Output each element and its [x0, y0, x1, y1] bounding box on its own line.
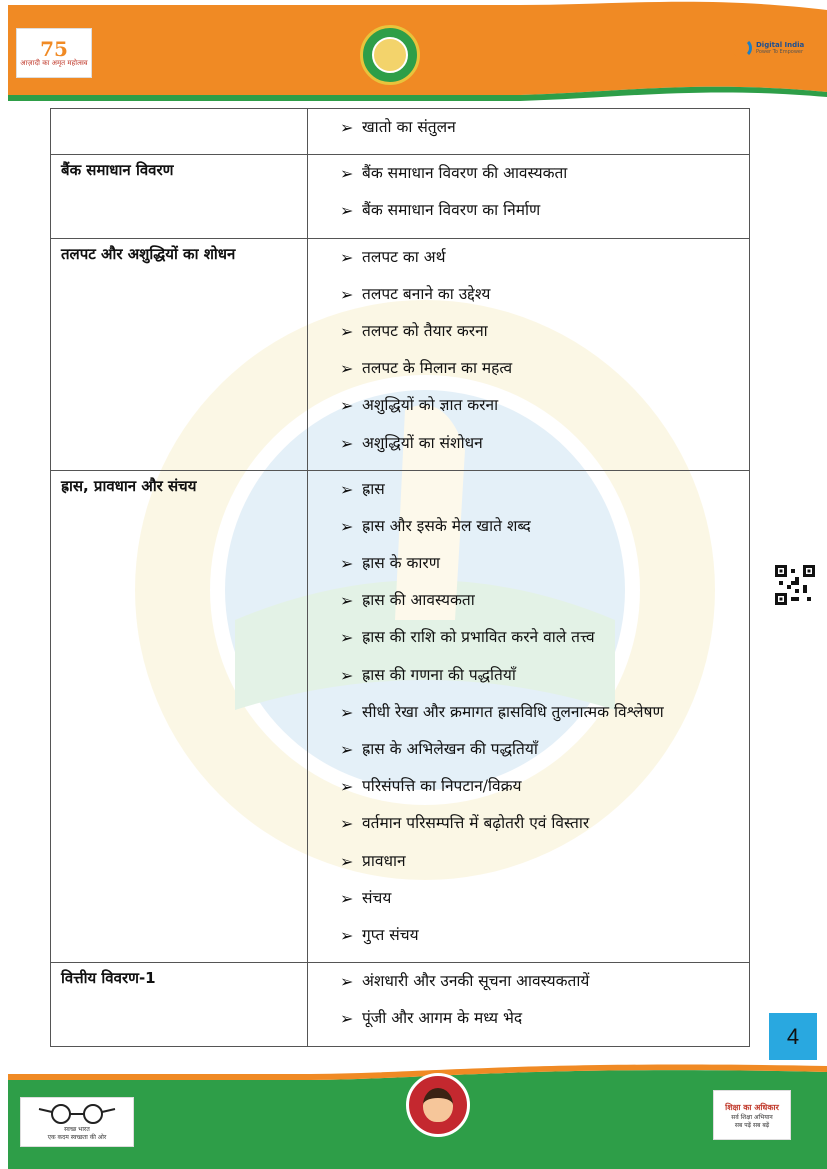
list-item: ➢ तलपट को तैयार करना: [340, 317, 749, 354]
arrow-bullet-icon: ➢: [340, 359, 354, 379]
subtopics-cell: [308, 238, 750, 470]
table-row: [51, 155, 750, 238]
list-item: ➢ तलपट के मिलान का महत्व: [340, 354, 749, 391]
subtopics-cell: [308, 470, 750, 962]
arrow-bullet-icon: ➢: [340, 702, 354, 722]
topic-cell: ह्रास, प्रावधान और संचय: [51, 470, 308, 962]
list-item: ➢ संचय: [340, 884, 749, 921]
arrow-bullet-icon: ➢: [340, 851, 354, 871]
qr-code-icon[interactable]: [775, 565, 815, 605]
arrow-bullet-icon: ➢: [340, 396, 354, 416]
list-item: ➢ ह्रास के अभिलेखन की पद्धतियाँ: [340, 735, 749, 772]
list-item: ➢ ह्रास के कारण: [340, 549, 749, 586]
list-item: ➢ बैंक समाधान विवरण का निर्माण: [340, 196, 749, 233]
table-row: [51, 238, 750, 470]
list-item: ➢ वर्तमान परिसम्पत्ति में बढ़ोतरी एवं विस्तार: [340, 809, 749, 846]
arrow-bullet-icon: ➢: [340, 972, 354, 992]
topic-cell: तलपट और अशुद्धियों का शोधन: [51, 238, 308, 470]
list-item: ➢ सीधी रेखा और क्रमागत ह्रासविधि तुलनात्मक विश्लेषण: [340, 698, 749, 735]
subtopics-cell: [308, 109, 750, 155]
list-item: ➢ ह्रास की राशि को प्रभावित करने वाले तत्त्व: [340, 623, 749, 660]
syllabus-table: [50, 108, 750, 1047]
arrow-bullet-icon: ➢: [340, 591, 354, 611]
table-row: [51, 963, 750, 1046]
right-to-education-logo: शिक्षा का अधिकार सर्व शिक्षा अभियान सब पढ़ें सब बढ़ें: [713, 1090, 791, 1140]
page-number: 4: [769, 1013, 817, 1060]
topic-cell: [51, 109, 308, 155]
list-item: ➢ ह्रास: [340, 475, 749, 512]
table-row: [51, 470, 750, 962]
swachh-bharat-logo: स्वच्छ भारत एक कदम स्वच्छता की ओर: [20, 1097, 134, 1147]
arrow-bullet-icon: ➢: [340, 814, 354, 834]
arrow-bullet-icon: ➢: [340, 479, 354, 499]
arrow-bullet-icon: ➢: [340, 247, 354, 267]
list-item: ➢ बैंक समाधान विवरण की आवस्यकता: [340, 159, 749, 196]
arrow-bullet-icon: ➢: [340, 201, 354, 221]
arrow-bullet-icon: ➢: [340, 284, 354, 304]
subtopics-cell: [308, 963, 750, 1046]
list-item: ➢ प्रावधान: [340, 847, 749, 884]
arrow-bullet-icon: ➢: [340, 118, 354, 137]
arrow-bullet-icon: ➢: [340, 164, 354, 184]
azadi-ka-amrit-mahotsav-logo: 75 आज़ादी का अमृत महोत्सव: [16, 28, 92, 78]
list-item: ➢ अशुद्धियों को ज्ञात करना: [340, 391, 749, 428]
arrow-bullet-icon: ➢: [340, 888, 354, 908]
list-item: ➢ पूंजी और आगम के मध्य भेद: [340, 1004, 749, 1041]
list-item: ➢ ह्रास और इसके मेल खाते शब्द: [340, 512, 749, 549]
arrow-bullet-icon: ➢: [340, 516, 354, 536]
topic-cell: वित्तीय विवरण-1: [51, 963, 308, 1046]
table-row: [51, 109, 750, 155]
list-item: ➢ अंशधारी और उनकी सूचना आवस्यकतायें: [340, 967, 749, 1004]
digital-india-ring-icon: [732, 38, 752, 58]
list-item: ➢ खातो का संतुलन: [340, 113, 749, 150]
board-emblem-icon: [360, 25, 420, 85]
arrow-bullet-icon: ➢: [340, 321, 354, 341]
list-item: ➢ ह्रास की आवस्यकता: [340, 586, 749, 623]
arrow-bullet-icon: ➢: [340, 1009, 354, 1029]
list-item: ➢ परिसंपत्ति का निपटान/विक्रय: [340, 772, 749, 809]
girl-face-icon: [423, 1088, 453, 1122]
list-item: ➢ अशुद्धियों का संशोधन: [340, 429, 749, 466]
list-item: ➢ तलपट बनाने का उद्देश्य: [340, 280, 749, 317]
list-item: ➢ तलपट का अर्थ: [340, 243, 749, 280]
arrow-bullet-icon: ➢: [340, 433, 354, 453]
spectacles-icon: [37, 1103, 117, 1125]
arrow-bullet-icon: ➢: [340, 665, 354, 685]
beti-bachao-beti-padhao-logo: [406, 1073, 470, 1137]
arrow-bullet-icon: ➢: [340, 554, 354, 574]
arrow-bullet-icon: ➢: [340, 740, 354, 759]
list-item: ➢ ह्रास की गणना की पद्धतियाँ: [340, 661, 749, 698]
arrow-bullet-icon: ➢: [340, 628, 354, 648]
topic-cell: बैंक समाधान विवरण: [51, 155, 308, 238]
arrow-bullet-icon: ➢: [340, 777, 354, 797]
list-item: ➢ गुप्त संचय: [340, 921, 749, 958]
digital-india-logo: Digital India Power To Empower: [732, 38, 804, 58]
arrow-bullet-icon: ➢: [340, 925, 354, 945]
subtopics-cell: [308, 155, 750, 238]
